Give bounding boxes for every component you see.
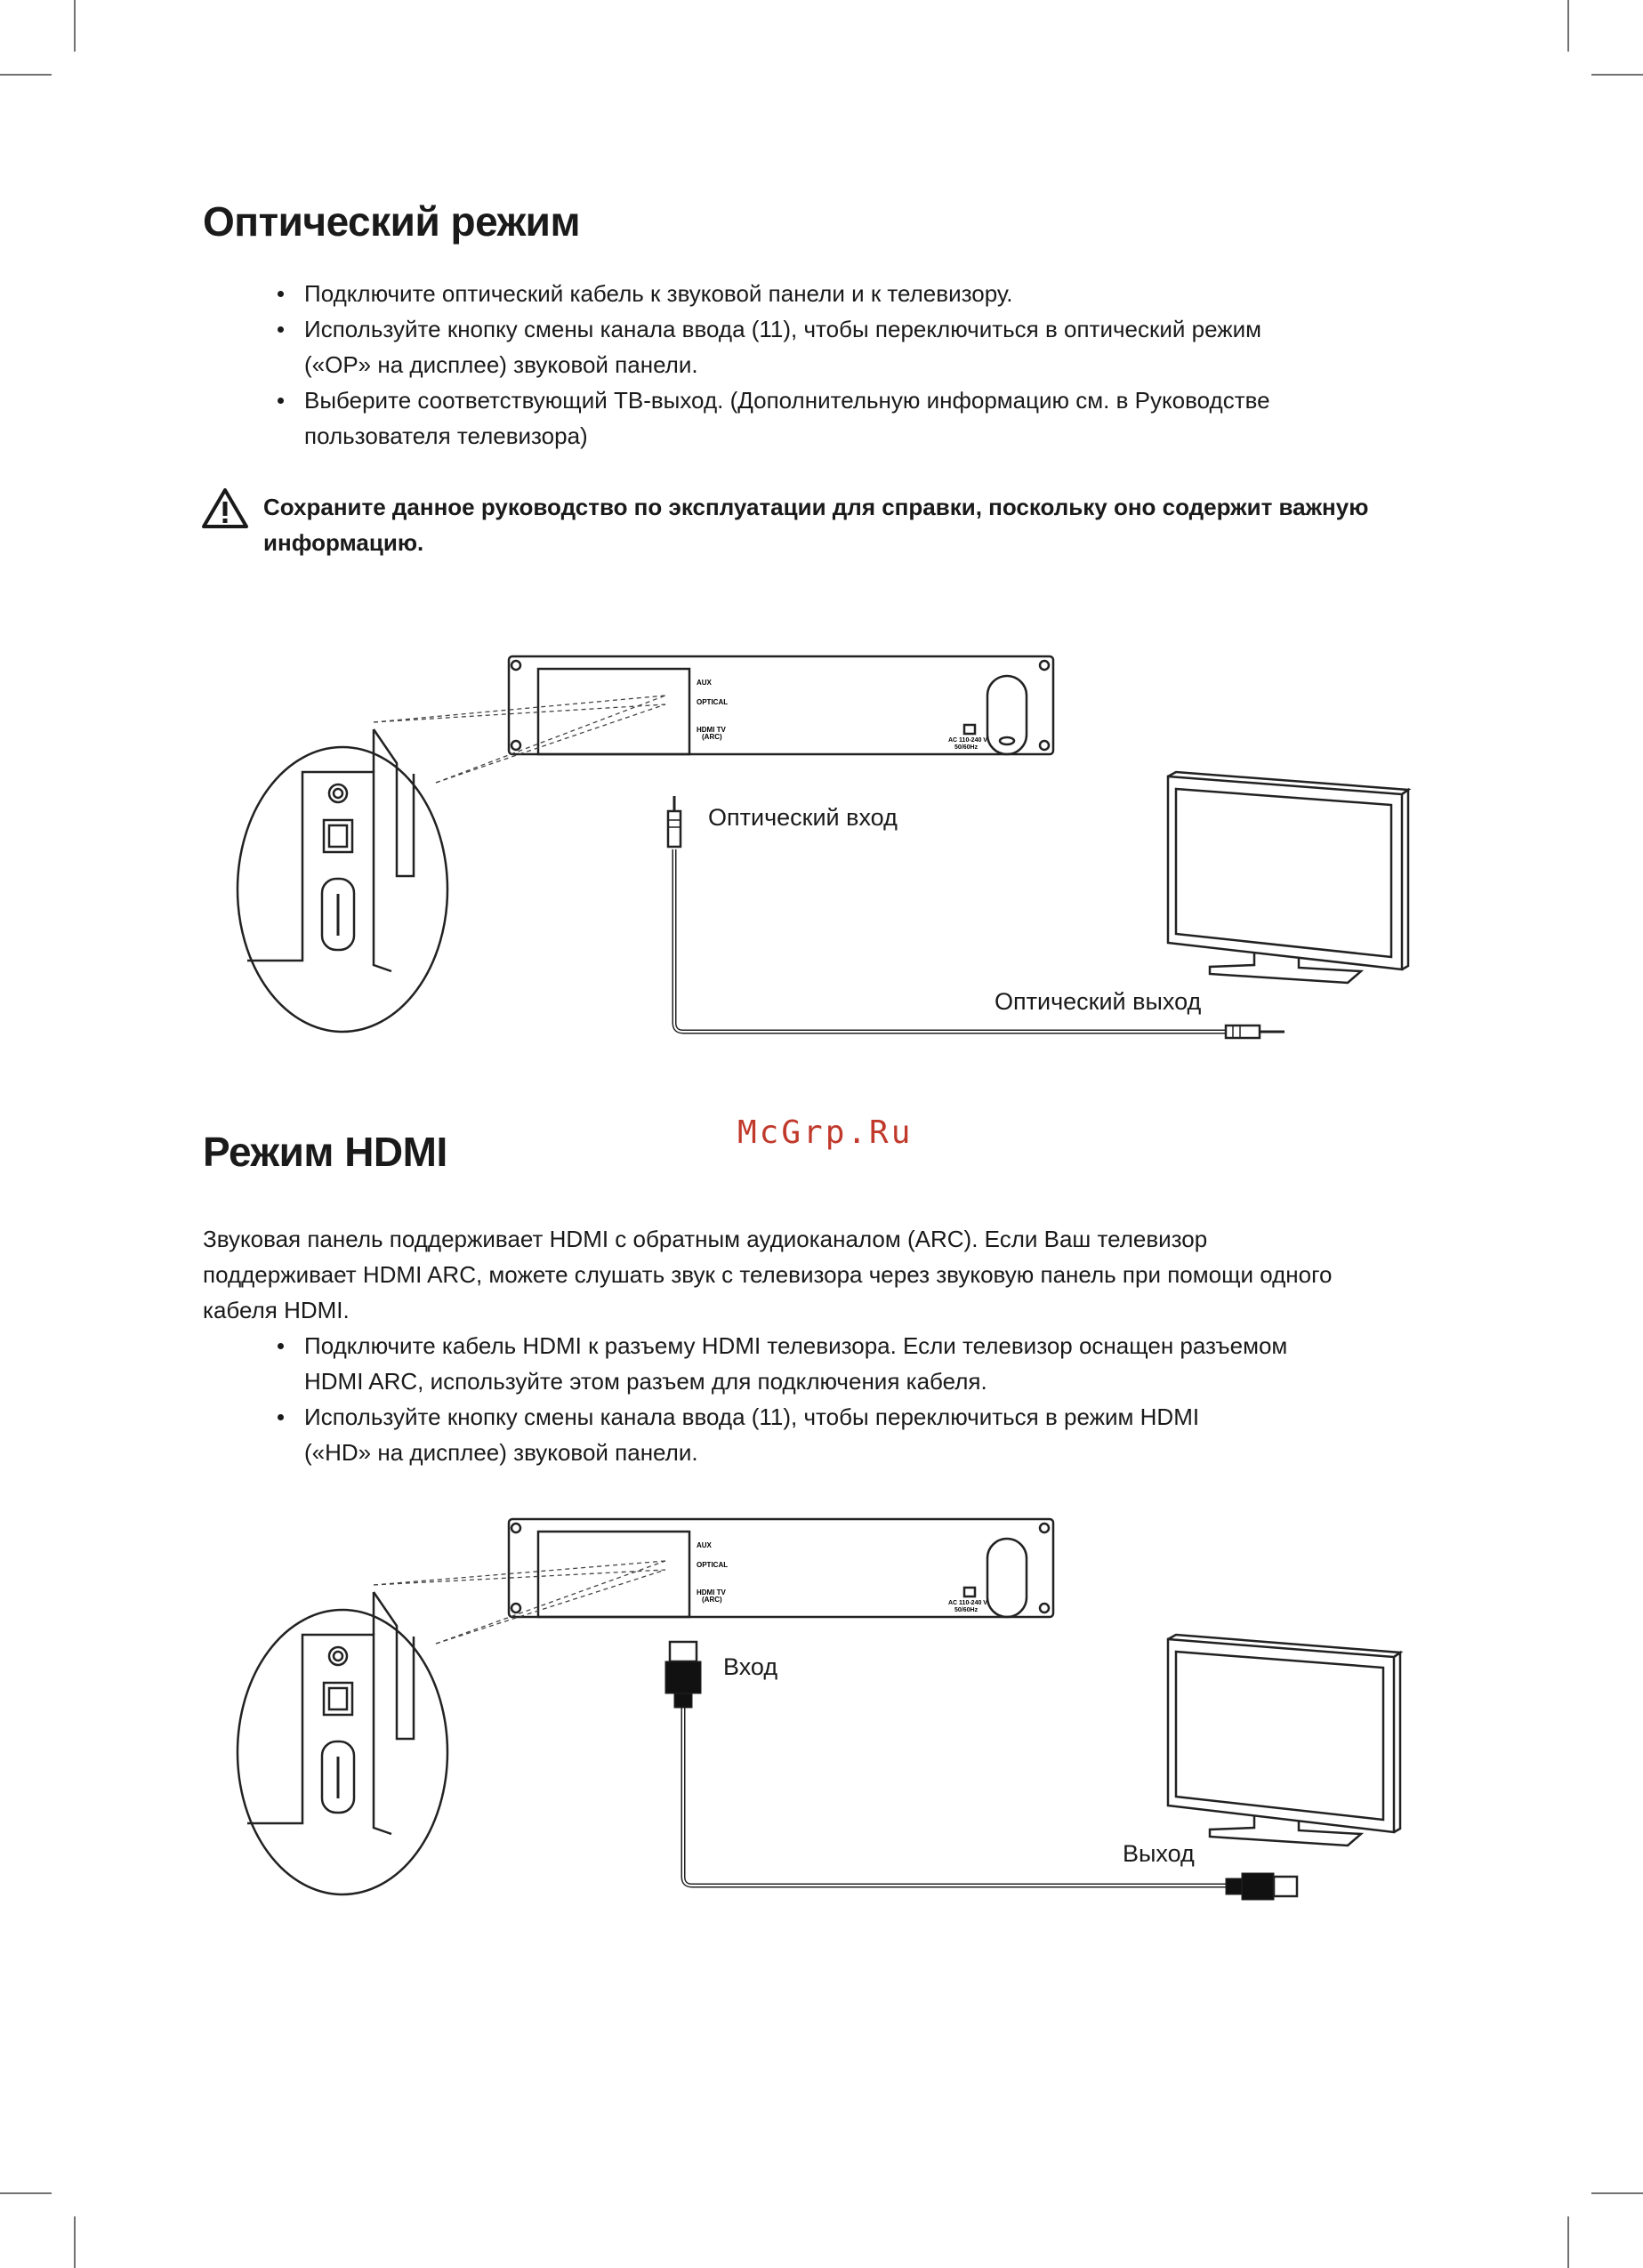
tv-illustration xyxy=(1168,1635,1400,1846)
hdmi-section-title: Режим HDMI xyxy=(203,1129,447,1175)
power-label: AC 110-240 V xyxy=(948,1600,987,1606)
port-closeup-callout xyxy=(238,1592,447,1894)
power-label: AC 110-240 V xyxy=(948,737,987,744)
optical-port-label: OPTICAL xyxy=(697,1561,729,1569)
aux-port-label: AUX xyxy=(697,1541,712,1549)
optical-section-title: Оптический режим xyxy=(203,198,580,245)
warning-note: Сохраните данное руководство по эксплуатации для справки, поскольку оно содержит важную информацию. xyxy=(263,494,1369,556)
list-item: Подключите кабель HDMI к разъему HDMI телевизора. Если телевизор оснащен разъемом HDMI ARC, используйте этом разъем для подключения кабеля. xyxy=(304,1328,1461,1399)
optical-output-label: Оптический выход xyxy=(995,988,1202,1015)
hdmi-port-label: HDMI TV xyxy=(697,726,726,734)
hdmi-port-label-sub: (ARC) xyxy=(702,1596,722,1604)
aux-port-label: AUX xyxy=(697,679,712,687)
optical-port-label: OPTICAL xyxy=(697,698,729,706)
list-item: Выберите соответствующий ТВ-выход. (Дополнительную информацию см. в Руководстве пользователя телевизора) xyxy=(304,382,1461,454)
list-item: Подключите оптический кабель к звуковой панели и к телевизору. xyxy=(304,276,1461,311)
watermark: McGrp.Ru xyxy=(737,1114,914,1151)
list-item: Используйте кнопку смены канала ввода (11), чтобы переключиться в оптический режим («OP» на дисплее) звуковой панели. xyxy=(304,311,1461,382)
hdmi-input-label: Вход xyxy=(723,1653,778,1680)
hdmi-cable xyxy=(665,1642,1297,1900)
hdmi-port-label: HDMI TV xyxy=(697,1588,726,1596)
hdmi-port-label-sub: (ARC) xyxy=(702,733,722,741)
hdmi-output-label: Выход xyxy=(1123,1840,1195,1867)
list-item: Используйте кнопку смены канала ввода (11), чтобы переключиться в режим HDMI («HD» на дисплее) звуковой панели. xyxy=(304,1399,1461,1470)
power-label-sub: 50/60Hz xyxy=(954,1607,979,1613)
power-label-sub: 50/60Hz xyxy=(954,744,979,751)
hdmi-intro-paragraph: Звуковая панель поддерживает HDMI с обратным аудиоканалом (ARC). Если Ваш телевизор поддерживает HDMI ARC, можете слушать звук с телевизора через звуковую панель при помощи одного кабеля HDMI. xyxy=(203,1226,1333,1323)
optical-input-label: Оптический вход xyxy=(708,804,898,831)
